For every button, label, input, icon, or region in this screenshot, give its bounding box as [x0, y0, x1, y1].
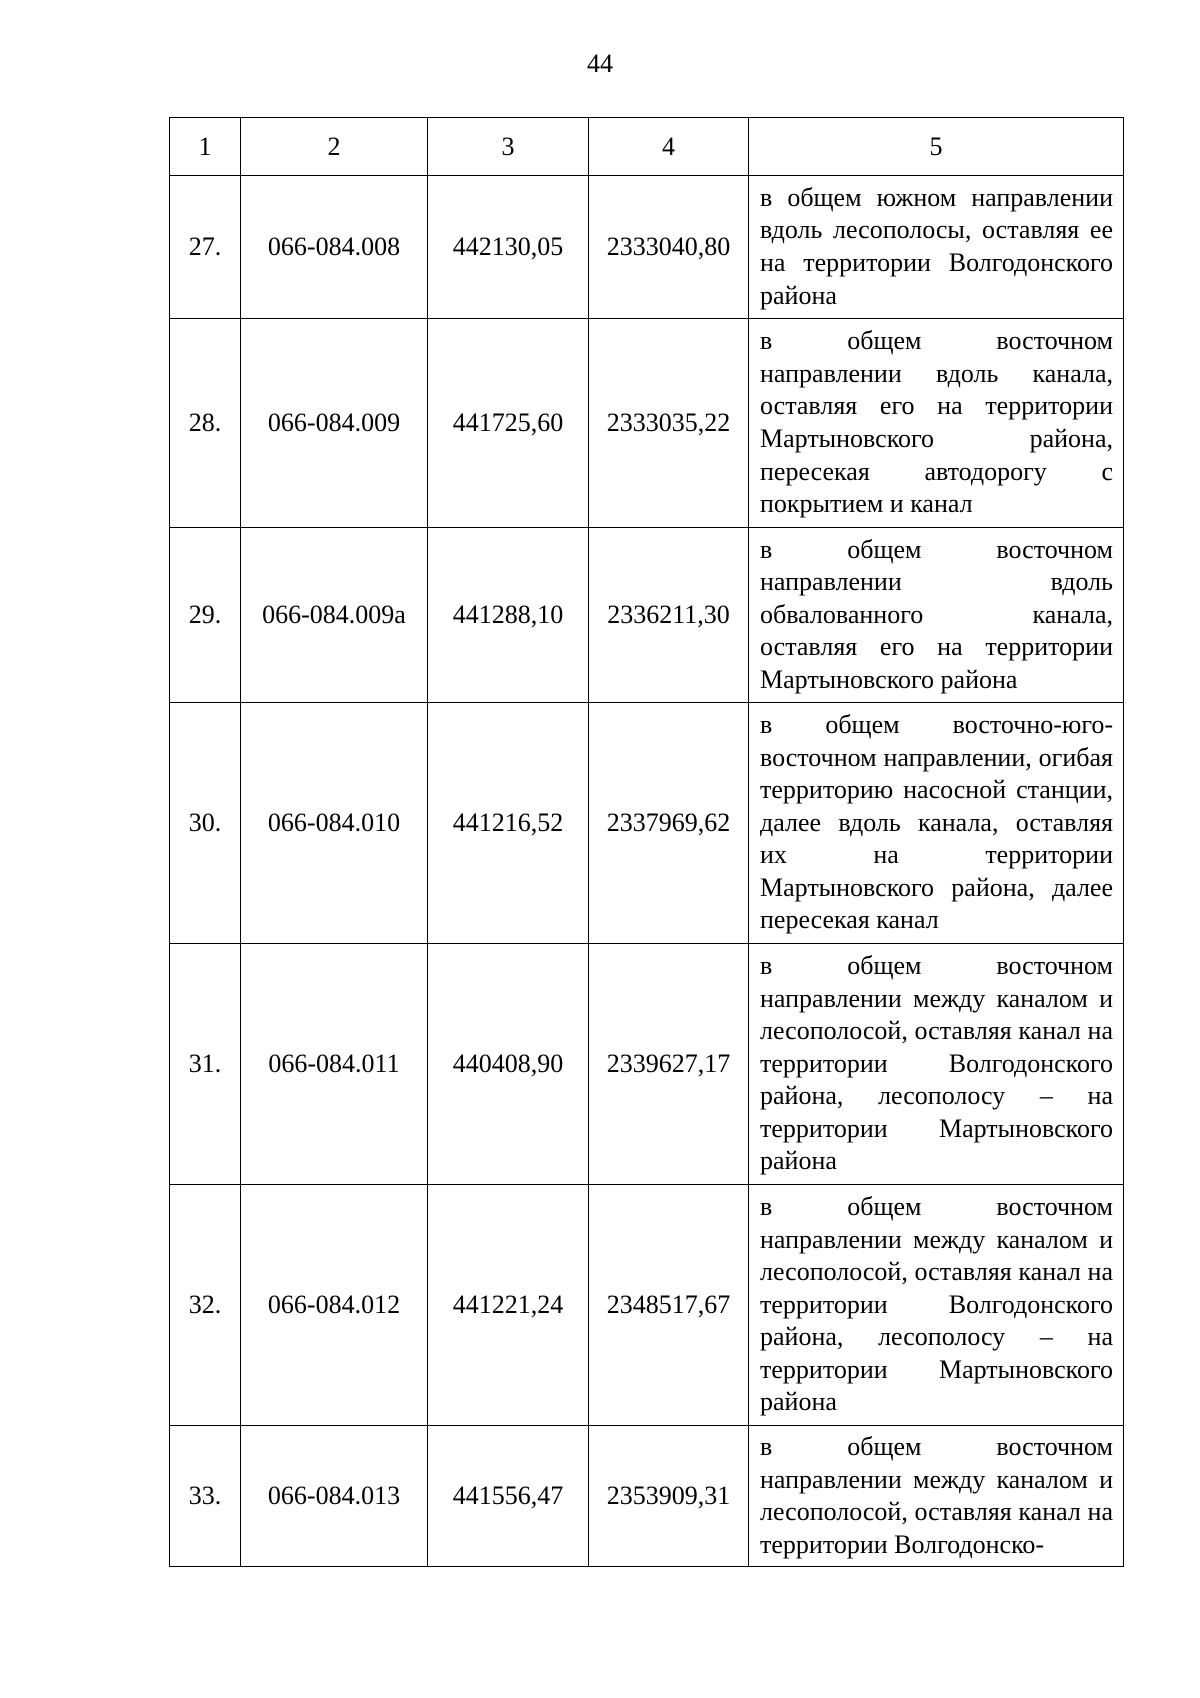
boundary-description: в общем восточном направлении вдоль канала, оставляя его на территории Мартыновского района, пересекая автодорогу с покрытием и канал	[749, 319, 1124, 528]
row-number: 29.	[170, 528, 241, 703]
point-code: 066-084.011	[241, 944, 428, 1185]
table-row	[170, 319, 1124, 528]
coordinate-y: 2339627,17	[589, 944, 749, 1185]
coordinate-x: 442130,05	[428, 176, 589, 319]
row-number: 30.	[170, 703, 241, 944]
coordinate-y: 2333035,22	[589, 319, 749, 528]
column-header: 5	[749, 118, 1124, 176]
coordinate-x: 441556,47	[428, 1426, 589, 1567]
column-header: 4	[589, 118, 749, 176]
coordinate-y: 2353909,31	[589, 1426, 749, 1567]
row-number: 27.	[170, 176, 241, 319]
row-number: 31.	[170, 944, 241, 1185]
table-row	[170, 703, 1124, 944]
boundary-description: в общем восточно-юго-восточном направлении, огибая территорию насосной станции, далее вдоль канала, оставляя их на территории Мартыновского района, далее пересекая канал	[749, 703, 1124, 944]
point-code: 066-084.008	[241, 176, 428, 319]
point-code: 066-084.012	[241, 1185, 428, 1426]
coordinate-x: 441221,24	[428, 1185, 589, 1426]
point-code: 066-084.013	[241, 1426, 428, 1567]
boundary-description: в общем восточном направлении вдоль обвалованного канала, оставляя его на территории Мартыновского района	[749, 528, 1124, 703]
boundary-description: в общем южном направлении вдоль лесополосы, оставляя ее на территории Волгодонского района	[749, 176, 1124, 319]
table-row	[170, 176, 1124, 319]
point-code: 066-084.010	[241, 703, 428, 944]
row-number: 28.	[170, 319, 241, 528]
boundary-description: в общем восточном направлении между каналом и лесополосой, оставляя канал на территории Волгодонского района, лесополосу – на территории Мартыновского района	[749, 944, 1124, 1185]
row-number: 33.	[170, 1426, 241, 1567]
coordinate-y: 2333040,80	[589, 176, 749, 319]
coordinate-x: 440408,90	[428, 944, 589, 1185]
table-row	[170, 528, 1124, 703]
row-number: 32.	[170, 1185, 241, 1426]
table-row	[170, 944, 1124, 1185]
table-header-row	[170, 118, 1124, 176]
column-header: 1	[170, 118, 241, 176]
table-row	[170, 1426, 1124, 1567]
boundary-description: в общем восточном направлении между каналом и лесополосой, оставляя канал на территории Волгодонско-	[749, 1426, 1124, 1567]
point-code: 066-084.009а	[241, 528, 428, 703]
coordinate-x: 441216,52	[428, 703, 589, 944]
column-header: 3	[428, 118, 589, 176]
coordinate-x: 441288,10	[428, 528, 589, 703]
coordinate-x: 441725,60	[428, 319, 589, 528]
boundary-table	[169, 117, 1124, 1567]
coordinate-y: 2336211,30	[589, 528, 749, 703]
coordinate-y: 2348517,67	[589, 1185, 749, 1426]
boundary-description: в общем восточном направлении между каналом и лесополосой, оставляя канал на территории Волгодонского района, лесополосу – на территории Мартыновского района	[749, 1185, 1124, 1426]
page-number: 44	[587, 49, 613, 78]
point-code: 066-084.009	[241, 319, 428, 528]
coordinate-y: 2337969,62	[589, 703, 749, 944]
table-row	[170, 1185, 1124, 1426]
column-header: 2	[241, 118, 428, 176]
